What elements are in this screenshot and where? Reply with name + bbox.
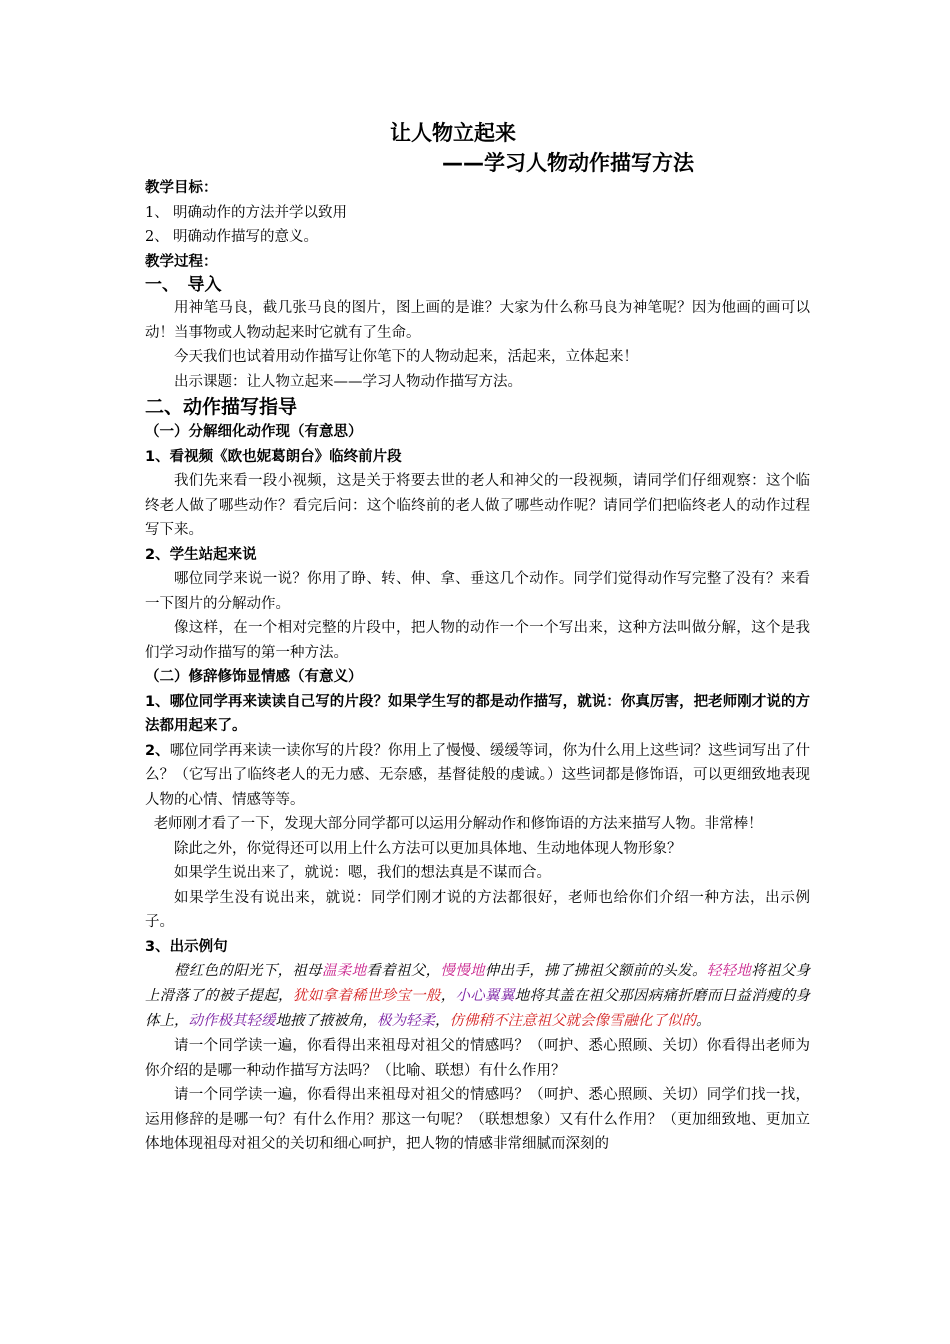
subsection2-heading: （二）修辞修饰显情感（有意义）	[145, 669, 363, 685]
process-heading: 教学过程：	[145, 253, 218, 270]
paragraph: 如果学生没有说出来，就说：同学们刚才说的方法都很好，老师也给你们介绍一种方法，出示例子。	[145, 889, 810, 930]
doc-subtitle: ——学习人物动作描写方法	[442, 151, 694, 175]
example-text: 看着祖父，	[366, 963, 441, 979]
paragraph: 除此之外，你觉得还可以用上什么方法可以更加具体地、生动地体现人物形象？	[174, 840, 682, 857]
paragraph: 像这样，在一个相对完整的片段中，把人物的动作一个一个写出来，这种方法叫做分解，这个是我们学习动作描写的第一种方法。	[145, 620, 810, 661]
paragraph: 出示课题：让人物立起来——学习人物动作描写方法。	[174, 373, 522, 390]
example-text: 橙红色的阳光下，祖母	[174, 963, 322, 979]
example-sentence	[145, 959, 810, 1034]
item-num: 2、	[145, 742, 170, 759]
item-text: 哪位同学再来读一读你写的片段？你用上了慢慢、缓缓等词，你为什么用上这些词？这些词写出了什么？（它写出了临终老人的无力感、无奈感，基督徒般的虔诚。）这些词都是修饰语，可以更细致地表现人物的心情、情感等等。	[145, 742, 810, 808]
goal-num: 2、	[145, 229, 169, 245]
example-simile: 犹如拿着稀世珍宝一般	[292, 988, 441, 1004]
example-text: ，	[435, 1013, 450, 1029]
example-highlight: 小心翼翼	[455, 988, 515, 1004]
subsection1-heading: （一）分解细化动作现（有意思）	[145, 424, 363, 440]
goal-item	[145, 225, 810, 250]
paragraph: 今天我们也试着用动作描写让你笔下的人物动起来，活起来，立体起来！	[174, 349, 638, 365]
example-highlight: 轻轻地	[706, 963, 752, 979]
example-text: 地掖了掖被角，	[275, 1013, 377, 1029]
item-bold-paragraph: 1、哪位同学再来读读自己写的片段？如果学生写的都是动作描写，就说：你真厉害，把老师刚才说的方法都用起来了。	[145, 693, 810, 734]
example-highlight: 慢慢地	[440, 963, 485, 979]
example-text: 地将其盖在祖父那因病痛折磨而日益消瘦的身体上，	[145, 988, 811, 1029]
paragraph: 请一个同学读一遍，你看得出来祖母对祖父的情感吗？（呵护、悉心照顾、关切）你看得出老师为你介绍的是哪一种动作描写方法吗？（比喻、联想）有什么作用？	[145, 1038, 810, 1079]
item-heading: 3、出示例句	[145, 938, 228, 955]
doc-body	[145, 176, 810, 1157]
example-association: 仿佛稍不注意祖父就会像雪融化了似的	[449, 1013, 696, 1029]
example-text: 伸出手，拂了拂祖父额前的头发。	[484, 963, 707, 979]
item-heading: 2、学生站起来说	[145, 546, 257, 563]
paragraph: 哪位同学来说一说？你用了睁、转、伸、拿、垂这几个动作。同学们觉得动作写完整了没有？来看一下图片的分解动作。	[145, 571, 810, 612]
paragraph: 老师刚才看了一下，发现大部分同学都可以运用分解动作和修饰语的方法来描写人物。非常棒！	[153, 816, 763, 832]
example-text: ，	[440, 988, 456, 1004]
item-paragraph	[145, 739, 810, 813]
example-text: 将祖父身上滑落了的被子提起，	[145, 963, 811, 1004]
example-text: 。	[696, 1013, 711, 1029]
section1-heading: 一、 导入	[145, 275, 222, 295]
goals-heading: 教学目标：	[145, 180, 218, 196]
goal-num: 1、	[145, 204, 169, 221]
doc-title: 让人物立起来	[390, 121, 516, 145]
paragraph: 如果学生说出来了，就说：嗯，我们的想法真是不谋而合。	[174, 865, 551, 881]
paragraph: 请一个同学读一遍，你看得出来祖母对祖父的情感吗？（呵护、悉心照顾、关切）同学们找一找，运用修辞的是哪一句？有什么作用？那这一句呢？（联想想象）又有什么作用？（更加细致地、更加立体地体现祖母对祖父的关切和细心呵护，把人物的情感非常细腻而深刻的	[145, 1087, 810, 1152]
paragraph: 用神笔马良，截几张马良的图片，图上画的是谁？大家为什么称马良为神笔呢？因为他画的画可以动！当事物或人物动起来时它就有了生命。	[145, 300, 810, 341]
section2-heading: 二、动作描写指导	[145, 396, 298, 418]
item-heading: 1、看视频《欧也妮葛朗台》临终前片段	[145, 448, 402, 465]
example-highlight: 温柔地	[321, 963, 367, 979]
paragraph: 我们先来看一段小视频，这是关于将要去世的老人和神父的一段视频，请同学们仔细观察：这个临终老人做了哪些动作？看完后问：这个临终前的老人做了哪些动作呢？请同学们把临终老人的动作过程写下来。	[145, 473, 810, 538]
example-highlight: 动作极其轻缓	[188, 1013, 276, 1029]
goal-item	[145, 201, 810, 226]
goal-text: 明确动作的方法并学以致用	[173, 204, 347, 221]
example-highlight: 极为轻柔	[377, 1013, 435, 1029]
goal-text: 明确动作描写的意义。	[173, 229, 318, 245]
